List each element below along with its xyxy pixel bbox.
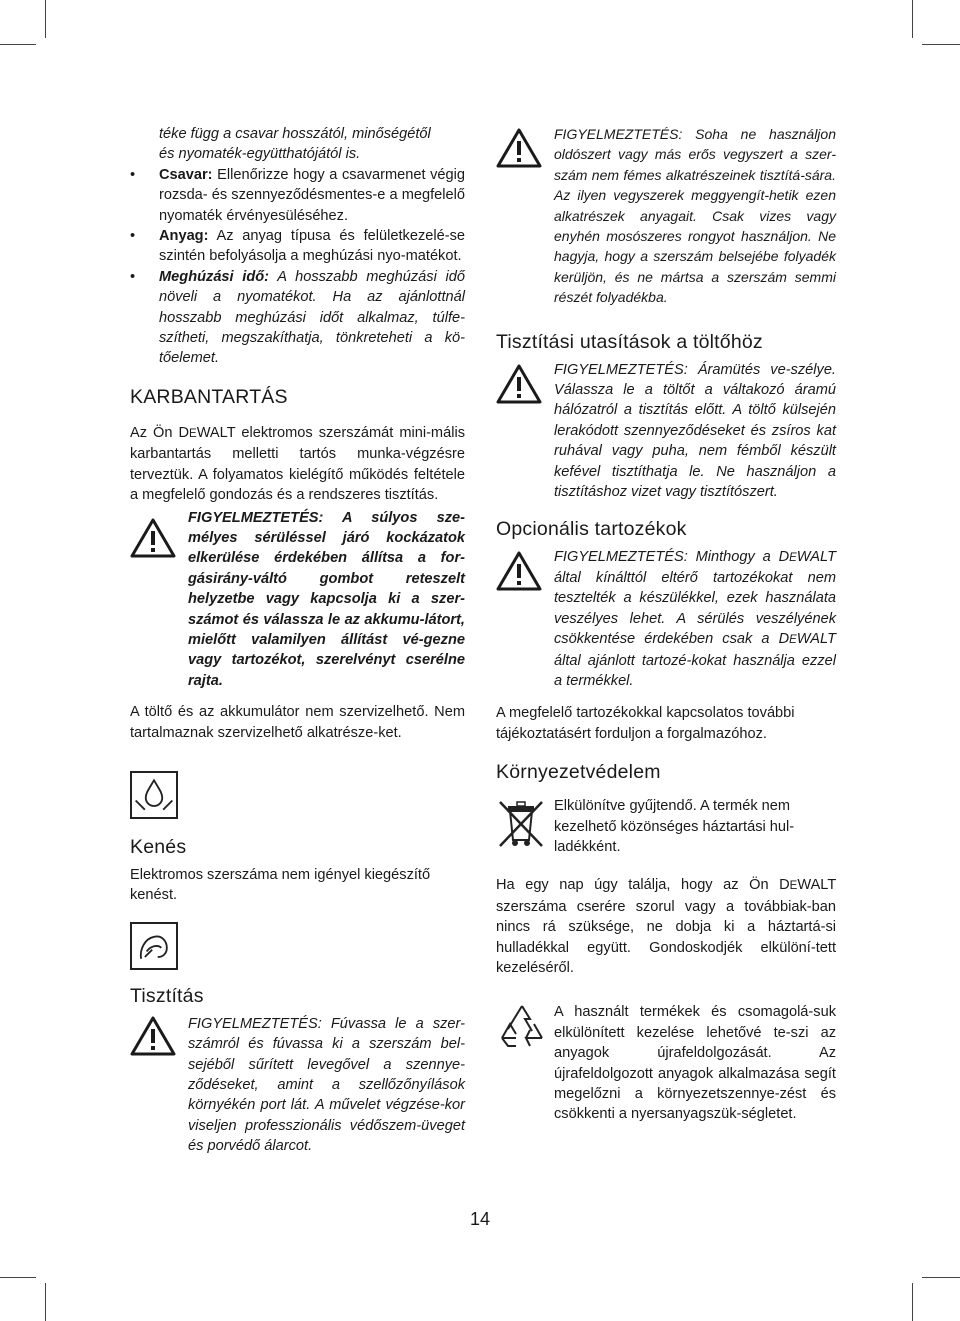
- lubrication-icon: [130, 771, 465, 819]
- bullet-material: • Anyag: Az anyag típusa és felületkezelé-se szintén befolyásolja a meghúzási nyo-matékot.: [130, 228, 465, 265]
- cleaning-warning: FIGYELMEZTETÉS: Fúvassa le a szer-számról és fúvassa ki a szerszám bel-sejéből sűrített levegővel a szennye-ződéseket, amint a szellőzőnyílások környékén port lát. A művelet végzése-kor viseljen professzionális védőszem-üveget és porvédő álarcot.: [130, 1014, 465, 1157]
- lubrication-body: Elektromos szerszáma nem igényel kiegészítő kenést.: [130, 866, 431, 904]
- crop-mark: [45, 1283, 46, 1321]
- separate-collection: Elkülönítve gyűjtendő. A termék nem kezelhető közönséges háztartási hul-ladékként.: [496, 796, 836, 857]
- charger-service-note: A töltő és az akkumulátor nem szervizelhető. Nem tartalmaznak szervizelhető alkatrésze-ket.: [130, 704, 465, 741]
- crop-mark: [922, 1277, 960, 1278]
- crossed-bin-icon: [496, 796, 546, 850]
- charger-cleaning-warning: FIGYELMEZTETÉS: Áramütés ve-szélye. Válassza le a töltőt a váltakozó áramú hálózatról a tisztítás előtt. A töltő külsején lerakódott szennyeződéseket és zsíros kat ruhával vagy puha, nem fémből készült kefével tisztíthatja le. Ne használjon a tisztításhoz vizet vagy tisztítószert.: [496, 360, 836, 503]
- solvent-warning: FIGYELMEZTETÉS: Soha ne használjon oldószert vagy más erős vegyszert a szer-szám nem fémes alkatrészeinek tisztítá-sára. Az ilyen vegyszerek meggyengít-hetik ezen alkatrészek anyagait. Csak vizes vagy enyhén mosószeres rongyot használjon. Ne hagyja, hogy a szerszám belsejébe folyadék kerüljön, és ne mártsa a szerszám semmi részét folyadékba.: [496, 124, 836, 308]
- crop-mark: [912, 1283, 913, 1321]
- intro-line: téke függ a csavar hosszától, minőségétől: [159, 126, 431, 142]
- crop-mark: [922, 44, 960, 45]
- lubrication-heading: Kenés: [130, 835, 187, 858]
- intro-line: és nyomaték-együtthatójától is.: [159, 146, 361, 163]
- disposal-body: Ha egy nap úgy találja, hogy az Ön DEWALT szerszáma cserére szorul vagy a továbbiak-ban nincs rá szüksége, ne dobja ki a háztartá-si hulladékkal együtt. Gondoskodjék elkülöní-tett kezeléséről.: [496, 877, 836, 976]
- page-number: 14: [469, 1209, 491, 1229]
- cleaning-icon: [130, 922, 465, 970]
- recycling-info: A használt termékek és csomagolá-suk elkülönített kezelése lehetővé te-szi az anyagok újrafeldolgozását. Az újrafeldolgozott anyagok alkalmazása segít megelőzni a környezetszennye-zést és csökkenti a nyersanyagszük-ségletet.: [496, 1002, 836, 1124]
- environment-heading: Környezetvédelem: [496, 761, 661, 784]
- warning-icon: [496, 128, 542, 168]
- cleaning-heading: Tisztítás: [130, 984, 204, 1007]
- left-column: [130, 124, 465, 1157]
- maintenance-body: Az Ön DEWALT elektromos szerszámát mini-mális karbantartás melletti tartós munka-végzésre terveztük. A folyamatos kielégítő működés feltétele a megfelelő gondozás és a rendszeres tisztítás.: [130, 424, 465, 504]
- accessories-warning: FIGYELMEZTETÉS: Minthogy a DEWALT által kínálttól eltérő tartozékokat nem tesztelték a készülékkel, ezek használata veszélyes lehet. A sérülés veszélyének csökkentése érdekében csak a DEWALT által ajánlott tartozé-kokat használja ezzel a termékkel.: [496, 547, 836, 692]
- bullet-screw: • Csavar: Ellenőrizze hogy a csavarmenet végig rozsda- és szennyeződésmentes-e a megfelelő nyomaték érvényesüléséhez.: [130, 166, 465, 224]
- warning-icon: [496, 364, 542, 404]
- maintenance-heading: KARBANTARTÁS: [130, 385, 288, 408]
- maintenance-warning: FIGYELMEZTETÉS: A súlyos sze-mélyes sérüléssel járó kockázatok elkerülése érdekében állítsa a for-gásirány-váltó gombot reteszelt helyzetbe vagy kapcsolja ki a szer-számot és válassza le az akkumu-látort, mielőtt valamilyen állítást vé-gezne vagy tartozékot, szerelvényt cserélne rajta.: [130, 508, 465, 692]
- accessories-body: A megfelelő tartozékokkal kapcsolatos további tájékoztatásért forduljon a forgalmazóhoz.: [496, 705, 795, 742]
- crop-mark: [45, 0, 46, 38]
- warning-icon: [496, 551, 542, 591]
- crop-mark: [0, 44, 36, 45]
- right-column: [496, 124, 836, 1125]
- bullet-tightening-time: • Meghúzási idő: A hosszabb meghúzási idő növeli a nyomatékot. Ha az ajánlottnál hosszabb meghúzási időt alkalmaz, túlfe-szítheti, megszakíthatja, tönkreteheti a kö-tőelemet.: [130, 268, 465, 367]
- recycle-icon: [496, 1002, 548, 1052]
- warning-icon: [130, 1016, 176, 1056]
- accessories-heading: Opcionális tartozékok: [496, 517, 687, 540]
- crop-mark: [912, 0, 913, 38]
- charger-cleaning-heading: Tisztítási utasítások a töltőhöz: [496, 330, 763, 353]
- crop-mark: [0, 1277, 36, 1278]
- warning-icon: [130, 518, 176, 558]
